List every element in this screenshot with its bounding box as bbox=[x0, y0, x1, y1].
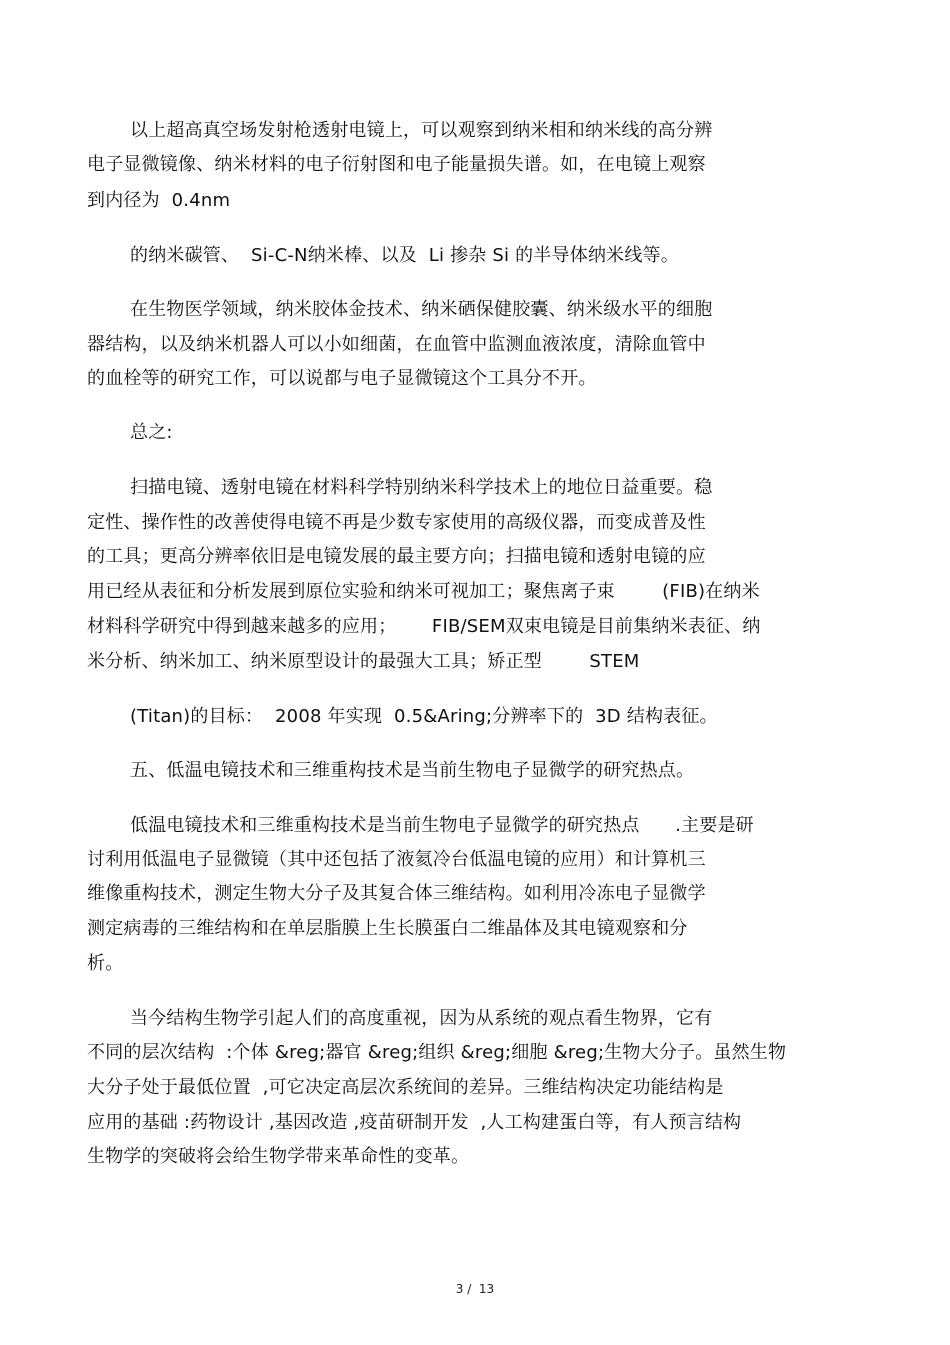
text-line: 用已经从表征和分析发展到原位实验和纳米可视加工；聚焦离子束 (FIB)在纳米 bbox=[87, 581, 760, 602]
text-line: 米分析、纳米加工、纳米原型设计的最强大工具；矫正型 STEM bbox=[87, 651, 640, 672]
text-line: 生物学的突破将会给生物学带来革命性的变革。 bbox=[87, 1146, 470, 1167]
text-line: 电子显微镜像、纳米材料的电子衍射图和电子能量损失谱。如，在电镜上观察 bbox=[87, 154, 706, 175]
text-line: 在生物医学领域，纳米胶体金技术、纳米硒保健胶囊、纳米级水平的细胞 bbox=[130, 299, 713, 320]
text-line: 的工具；更高分辨率依旧是电镜发展的最主要方向；扫描电镜和透射电镜的应 bbox=[87, 546, 706, 567]
text-line: 总之: bbox=[130, 422, 173, 443]
text-line: 以上超高真空场发射枪透射电镜上，可以观察到纳米相和纳米线的高分辨 bbox=[130, 120, 713, 141]
text-line: 器结构，以及纳米机器人可以小如细菌，在血管中监测血液浓度，清除血管中 bbox=[87, 334, 706, 355]
page-number: 3 / 13 bbox=[455, 1282, 495, 1296]
text-line: 的血栓等的研究工作，可以说都与电子显微镜这个工具分不开。 bbox=[87, 368, 597, 389]
text-line: 低温电镜技术和三维重构技术是当前生物电子显微学的研究热点 .主要是研 bbox=[130, 815, 754, 836]
text-line: 材料科学研究中得到越来越多的应用； FIB/SEM双束电镜是目前集纳米表征、纳 bbox=[87, 616, 761, 637]
section-heading: 五、低温电镜技术和三维重构技术是当前生物电子显微学的研究热点。 bbox=[130, 760, 695, 781]
text-line: 析。 bbox=[87, 953, 124, 974]
text-line: 的纳米碳管、 Si-C-N纳米棒、以及 Li 掺杂 Si 的半导体纳米线等。 bbox=[130, 245, 679, 266]
text-line: (Titan)的目标： 2008 年实现 0.5&Aring;分辨率下的 3D 结构表征。 bbox=[130, 706, 718, 727]
text-line: 讨利用低温电子显微镜（其中还包括了液氦冷台低温电镜的应用）和计算机三 bbox=[87, 849, 706, 870]
text-line: 不同的层次结构 :个体 &reg;器官 &reg;组织 &reg;细胞 &reg;生物大分子。虽然生物 bbox=[87, 1042, 787, 1063]
text-line: 大分子处于最低位置 ,可它决定高层次系统间的差异。三维结构决定功能结构是 bbox=[87, 1077, 724, 1098]
text-line: 测定病毒的三维结构和在单层脂膜上生长膜蛋白二维晶体及其电镜观察和分 bbox=[87, 918, 688, 939]
text-line: 扫描电镜、透射电镜在材料科学特别纳米科学技术上的地位日益重要。稳 bbox=[130, 477, 713, 498]
text-line: 到内径为 0.4nm bbox=[87, 190, 231, 211]
text-line: 应用的基础 :药物设计 ,基因改造 ,疫苗研制开发 ,人工构建蛋白等，有人预言结构 bbox=[87, 1112, 742, 1133]
text-line: 维像重构技术，测定生物大分子及其复合体三维结构。如利用冷冻电子显微学 bbox=[87, 883, 706, 904]
text-line: 当今结构生物学引起人们的高度重视，因为从系统的观点看生物界，它有 bbox=[130, 1008, 713, 1029]
text-line: 定性、操作性的改善使得电镜不再是少数专家使用的高级仪器，而变成普及性 bbox=[87, 512, 706, 533]
